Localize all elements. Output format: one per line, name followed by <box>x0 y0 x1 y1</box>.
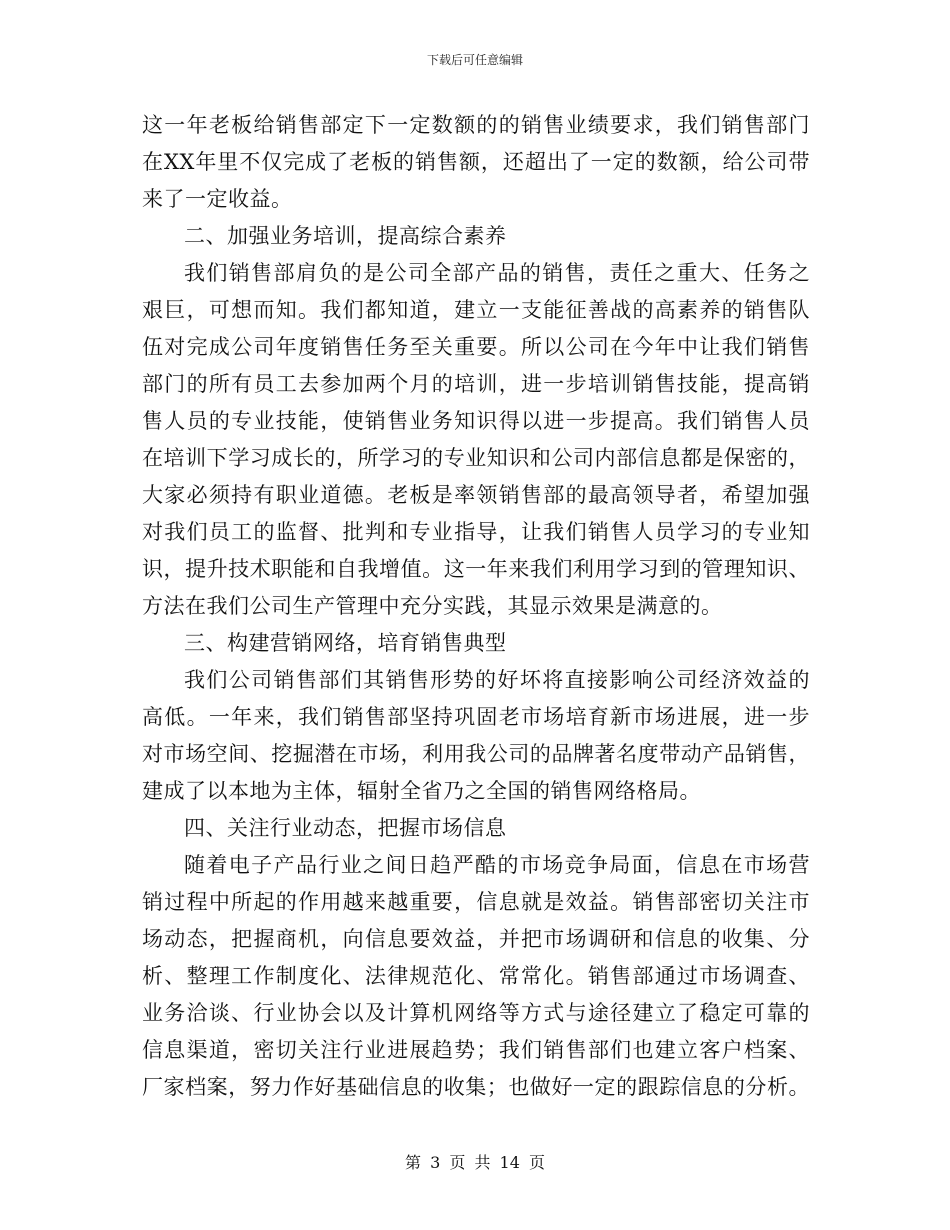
text-line: 建成了以本地为主体，辐射全省乃之全国的销售网络格局。 <box>142 779 701 803</box>
text-line: 售人员的专业技能，使销售业务知识得以进一步提高。我们销售人员 <box>142 409 810 433</box>
text-line: 销过程中所起的作用越来越重要，信息就是效益。销售部密切关注市 <box>142 890 810 914</box>
text-line: 大家必须持有职业道德。老板是率领销售部的最高领导者，希望加强 <box>142 483 810 507</box>
text-line: 随着电子产品行业之间日趋严酷的市场竞争局面，信息在市场营 <box>184 853 810 877</box>
text-line: 来了一定收益。 <box>142 187 293 211</box>
text-line: 信息渠道，密切关注行业进展趋势；我们销售部们也建立客户档案、 <box>142 1038 810 1062</box>
text-line: 析、整理工作制度化、法律规范化、常常化。销售部通过市场调查、 <box>142 964 810 988</box>
text-line: 这一年老板给销售部定下一定数额的的销售业绩要求，我们销售部门 <box>142 113 810 137</box>
text-line: 部门的所有员工去参加两个月的培训，进一步培训销售技能，提高销 <box>142 372 810 396</box>
text-line: 方法在我们公司生产管理中充分实践，其显示效果是满意的。 <box>142 594 723 618</box>
text-line: 对我们员工的监督、批判和专业指导，让我们销售人员学习的专业知 <box>142 520 810 544</box>
text-line: 业务洽谈、行业协会以及计算机网络等方式与途径建立了稳定可靠的 <box>142 1001 810 1025</box>
document-body <box>142 107 810 1106</box>
text-line: 艰巨，可想而知。我们都知道，建立一支能征善战的高素养的销售队 <box>142 298 810 322</box>
text-line: 场动态，把握商机，向信息要效益，并把市场调研和信息的收集、分 <box>142 927 810 951</box>
text-line: 厂家档案，努力作好基础信息的收集；也做好一定的跟踪信息的分析。 <box>142 1075 810 1099</box>
text-line: 对市场空间、挖掘潜在市场，利用我公司的品牌著名度带动产品销售， <box>142 742 810 766</box>
section-heading: 三、构建营销网络，培育销售典型 <box>184 631 507 655</box>
text-line: 在XX年里不仅完成了老板的销售额，还超出了一定的数额，给公司带 <box>142 150 810 174</box>
section-heading: 四、关注行业动态，把握市场信息 <box>184 816 507 840</box>
text-line: 高低。一年来，我们销售部坚持巩固老市场培育新市场进展，进一步 <box>142 705 810 729</box>
section-heading: 二、加强业务培训，提高综合素养 <box>184 224 507 248</box>
text-line: 伍对完成公司年度销售任务至关重要。所以公司在今年中让我们销售 <box>142 335 810 359</box>
text-line: 我们公司销售部们其销售形势的好坏将直接影响公司经济效益的 <box>184 668 810 692</box>
text-line: 我们销售部肩负的是公司全部产品的销售，责任之重大、任务之 <box>184 261 810 285</box>
page-footer: 第 3 页 共 14 页 <box>405 1153 545 1172</box>
page-header: 下载后可任意编辑 <box>426 53 523 67</box>
text-line: 识，提升技术职能和自我增值。这一年来我们利用学习到的管理知识、 <box>142 557 810 581</box>
text-line: 在培训下学习成长的，所学习的专业知识和公司内部信息都是保密的， <box>142 446 810 470</box>
